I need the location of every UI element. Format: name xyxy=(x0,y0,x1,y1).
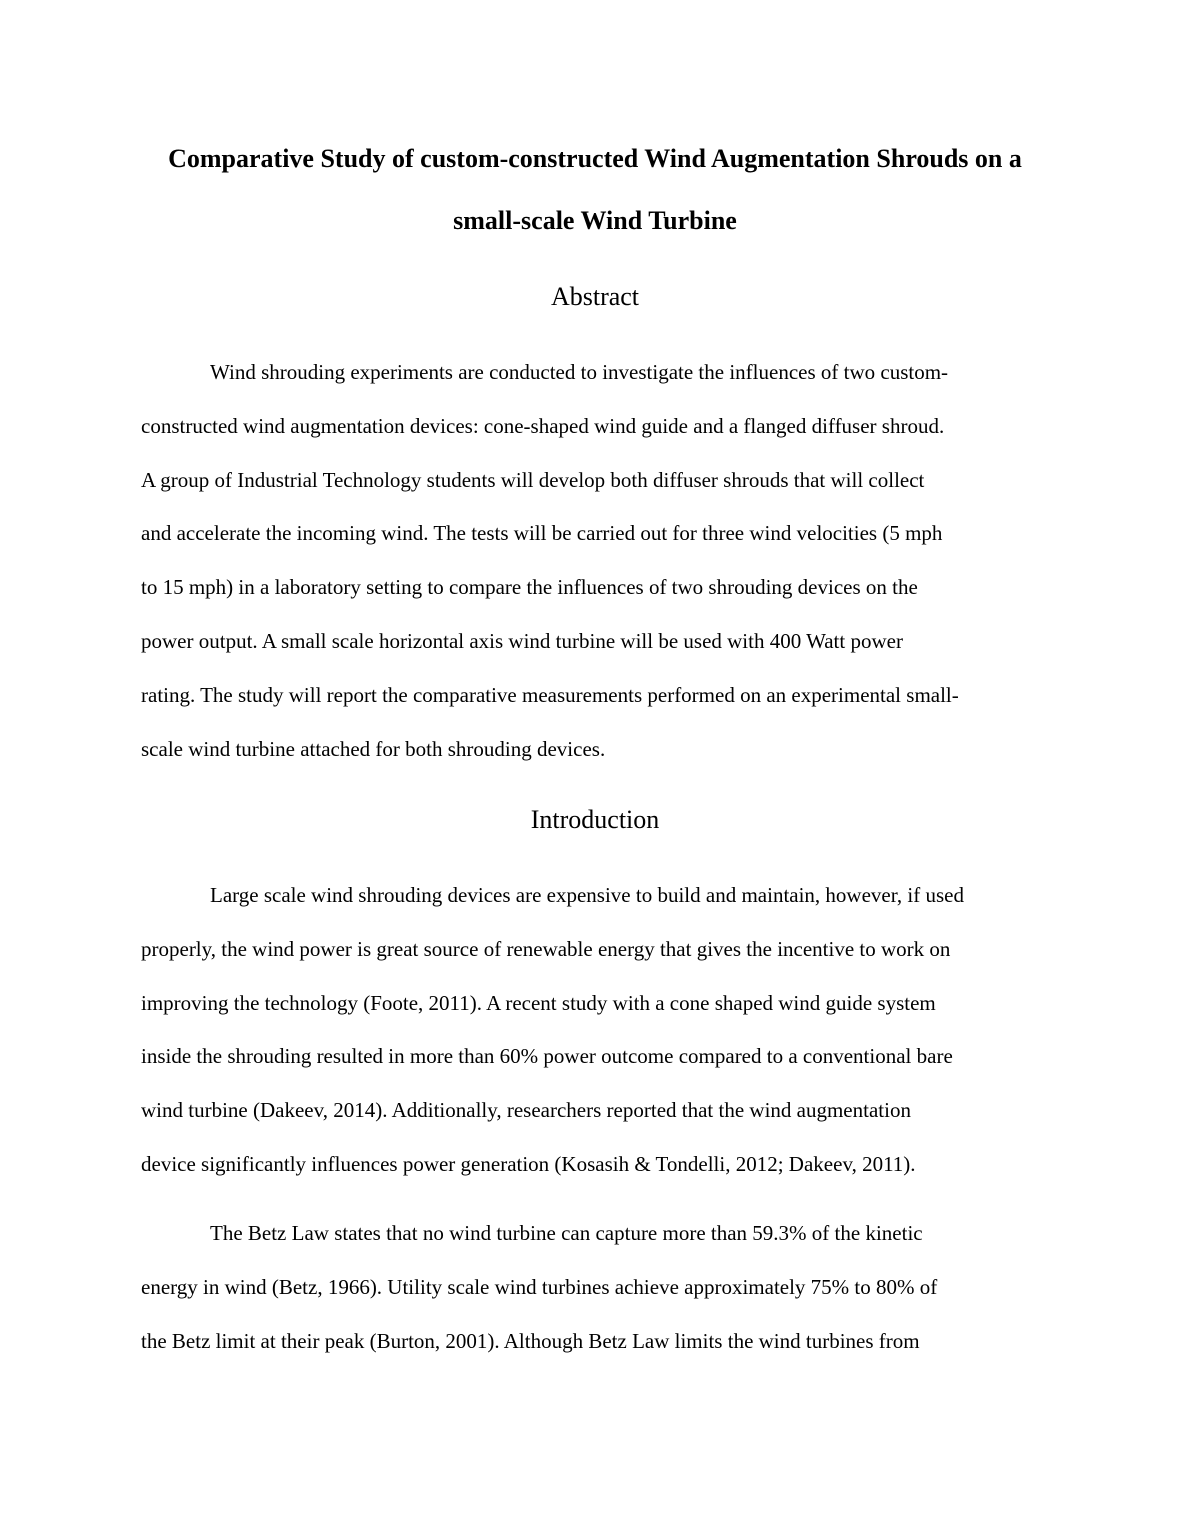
introduction-heading: Introduction xyxy=(530,805,660,834)
paragraph-line: Wind shrouding experiments are conducted to investigate the influences of two custom- xyxy=(210,360,949,384)
introduction-paragraph-1 xyxy=(141,869,1049,1192)
paragraph-line: and accelerate the incoming wind. The tests will be carried out for three wind velocities (5 mph xyxy=(141,521,943,546)
paragraph-line: scale wind turbine attached for both shrouding devices. xyxy=(141,736,606,761)
paragraph-line: rating. The study will report the comparative measurements performed on an experimental small- xyxy=(141,682,959,707)
paragraph-line: improving the technology (Foote, 2011). A recent study with a cone shaped wind guide system xyxy=(141,990,936,1015)
introduction-paragraph-2 xyxy=(141,1207,1049,1368)
paragraph-line: device significantly influences power generation (Kosasih & Tondelli, 2012; Dakeev, 2011). xyxy=(141,1151,916,1176)
paragraph-line: energy in wind (Betz, 1966). Utility scale wind turbines achieve approximately 75% to 80% of xyxy=(141,1274,938,1299)
paragraph-line: Large scale wind shrouding devices are expensive to build and maintain, however, if used xyxy=(210,883,964,907)
paragraph-line: The Betz Law states that no wind turbine can capture more than 59.3% of the kinetic xyxy=(210,1221,923,1245)
paragraph-line: properly, the wind power is great source of renewable energy that gives the incentive to work on xyxy=(141,936,951,961)
paragraph-line: to 15 mph) in a laboratory setting to compare the influences of two shrouding devices on the xyxy=(141,575,918,600)
paragraph-line: the Betz limit at their peak (Burton, 2001). Although Betz Law limits the wind turbines from xyxy=(141,1328,920,1353)
paragraph-line: wind turbine (Dakeev, 2014). Additionally, researchers reported that the wind augmentation xyxy=(141,1098,911,1123)
paper-title xyxy=(141,128,1049,252)
abstract-paragraph xyxy=(141,346,1049,776)
paragraph-line: inside the shrouding resulted in more than 60% power outcome compared to a conventional bare xyxy=(141,1044,953,1069)
paragraph-line: A group of Industrial Technology students will develop both diffuser shrouds that will collect xyxy=(141,467,925,492)
paragraph-line: constructed wind augmentation devices: cone-shaped wind guide and a flanged diffuser shroud. xyxy=(141,413,945,438)
abstract-heading: Abstract xyxy=(550,282,640,311)
title-line: small-scale Wind Turbine xyxy=(453,206,737,235)
paragraph-line: power output. A small scale horizontal axis wind turbine will be used with 400 Watt power xyxy=(141,628,903,653)
title-line: Comparative Study of custom-constructed Wind Augmentation Shrouds on a xyxy=(168,144,1022,173)
